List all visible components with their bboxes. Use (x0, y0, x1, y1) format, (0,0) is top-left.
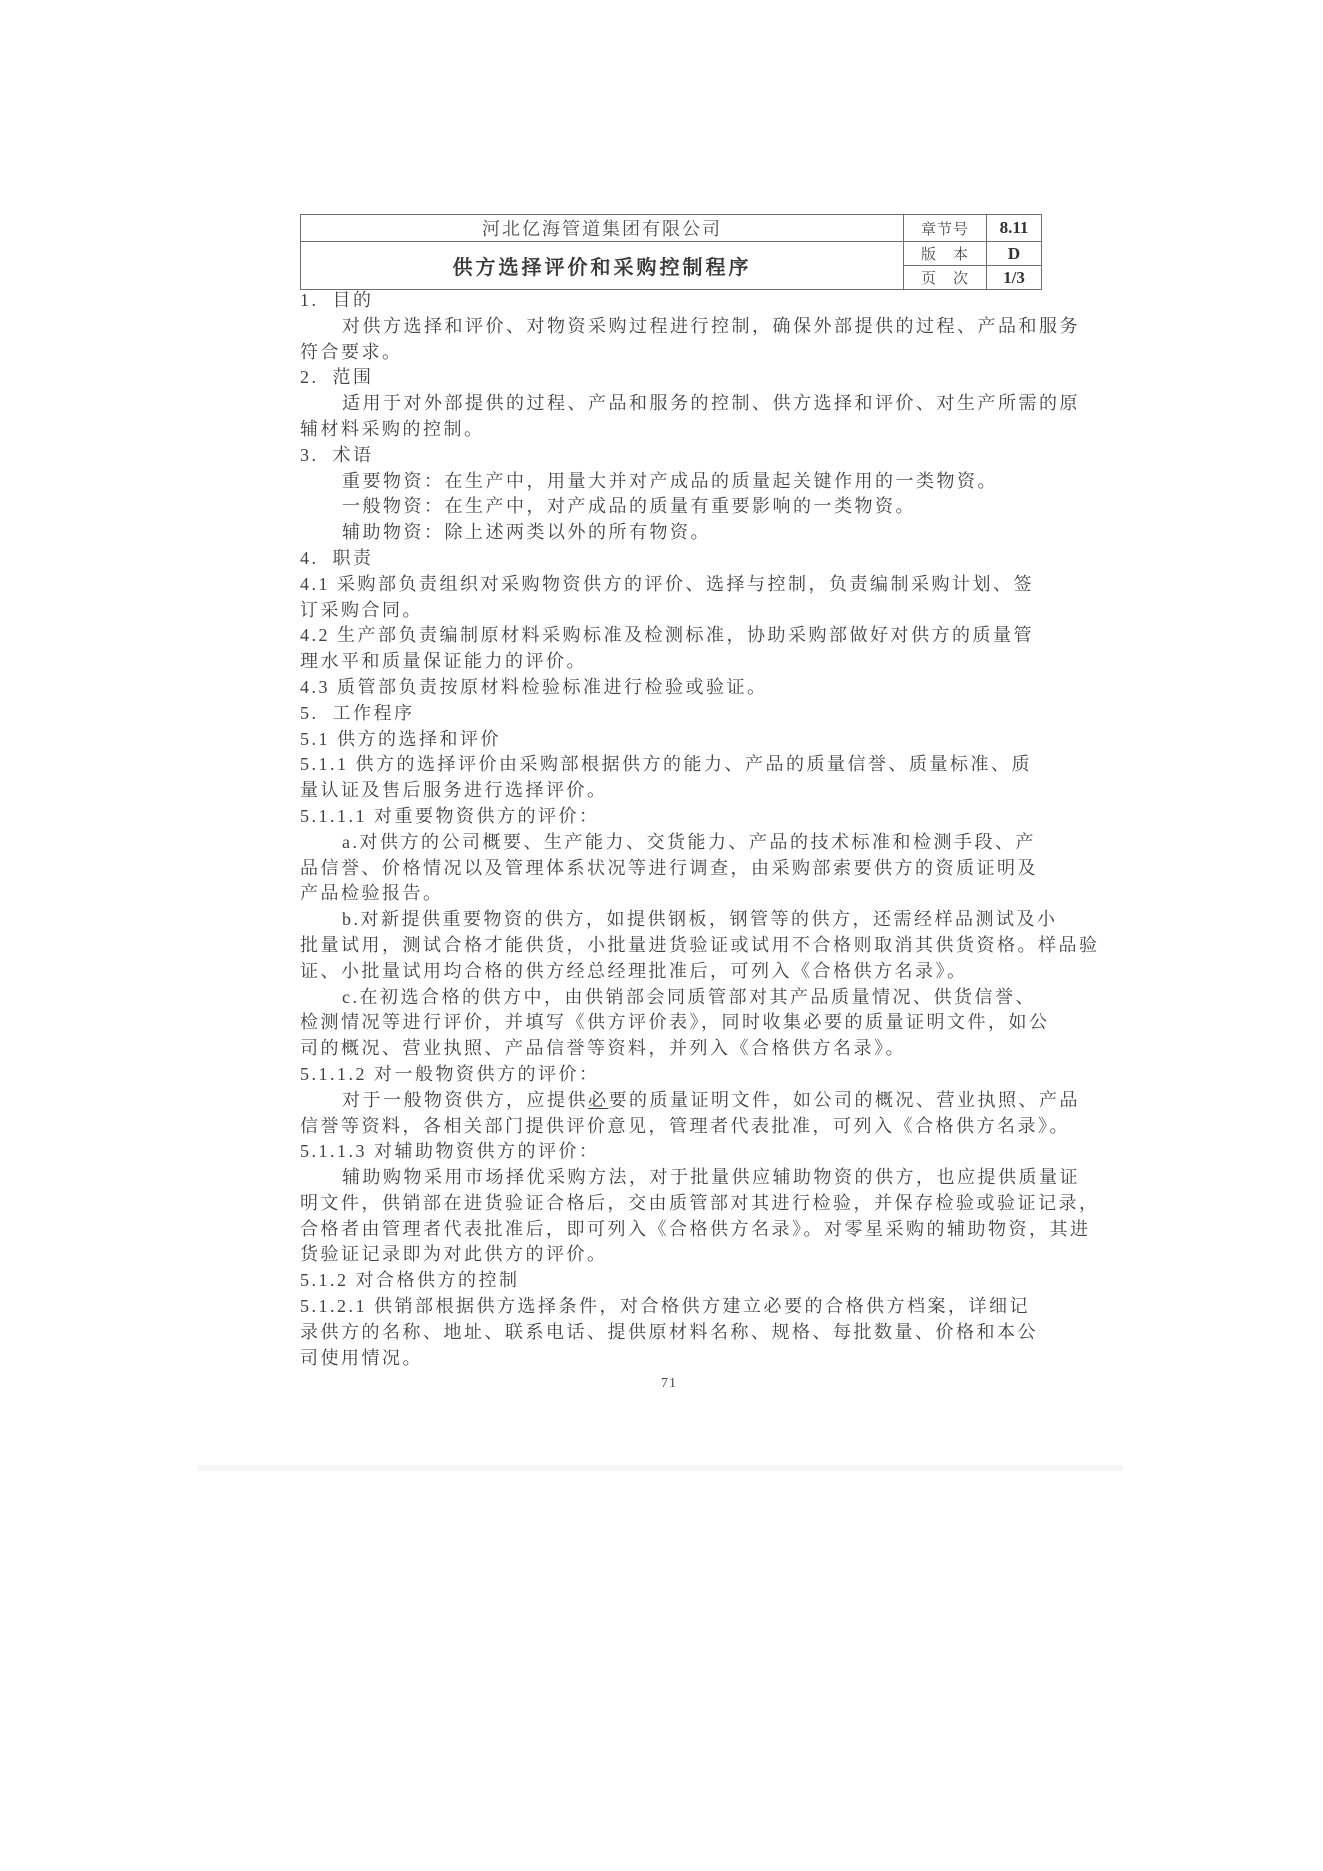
meta-label-page: 页 次 (904, 266, 987, 290)
text-line: 符合要求。 (300, 341, 403, 362)
meta-value-version: D (987, 242, 1042, 266)
text-line: 1. 目的 (300, 290, 374, 310)
text-line: 5.1.1.2 对一般物资供方的评价： (300, 1063, 600, 1084)
header-row-title (301, 242, 1042, 266)
text-line: 明文件，供销部在进货验证合格后，交由质管部对其进行检验，并保存检验或验证记录， (300, 1192, 1100, 1213)
text-line: 适用于对外部提供的过程、产品和服务的控制、供方选择和评价、对生产所需的原 (342, 393, 1080, 414)
text-line: 辅材料采购的控制。 (300, 418, 485, 439)
text-line: 4.2 生产部负责编制原材料采购标准及检测标准，协助采购部做好对供方的质量管 (300, 625, 1034, 646)
text-line: 量认证及售后服务进行选择评价。 (300, 780, 608, 801)
text-line: 司的概况、营业执照、产品信誉等资料，并列入《合格供方名录》。 (300, 1038, 906, 1059)
text-line: 5.1.2.1 供销部根据供方选择条件，对合格供方建立必要的合格供方档案，详细记 (300, 1296, 1030, 1317)
text-line: 合格者由管理者代表批准后，即可列入《合格供方名录》。对零星采购的辅助物资，其进 (300, 1218, 1091, 1239)
meta-value-page: 1/3 (987, 266, 1042, 290)
header-row-company (301, 215, 1042, 242)
text-line: 订采购合同。 (300, 599, 423, 620)
page-separator (198, 1465, 1123, 1471)
page-number: 71 (661, 1376, 677, 1391)
text-line: 品信誉、价格情况以及管理体系状况等进行调查，由采购部索要供方的资质证明及 (300, 857, 1038, 878)
header-table (300, 214, 1042, 290)
text-line: 3. 术语 (300, 444, 374, 465)
text-line: 产品检验报告。 (300, 883, 444, 904)
meta-label-chapter: 章节号 (904, 215, 987, 242)
text-line: 货验证记录即为对此供方的评价。 (300, 1244, 608, 1265)
text-line: c.在初选合格的供方中，由供销部会同质管部对其产品质量情况、供货信誉、 (342, 986, 1036, 1007)
text-line: 5. 工作程序 (300, 702, 415, 723)
text-line: 2. 范围 (300, 367, 374, 388)
text-line: 4.3 质管部负责按原材料检验标准进行检验或验证。 (300, 676, 768, 697)
text-line: 批量试用，测试合格才能供货，小批量进货验证或试用不合格则取消其供货资格。样品验 (300, 934, 1100, 955)
text-line: a.对供方的公司概要、生产能力、交货能力、产品的技术标准和检测手段、产 (342, 831, 1036, 852)
text-line: 4.1 采购部负责组织对采购物资供方的评价、选择与控制，负责编制采购计划、签 (300, 573, 1034, 594)
text-line: 辅助物资：除上述两类以外的所有物资。 (342, 522, 711, 543)
text-line: 信誉等资料，各相关部门提供评价意见，管理者代表批准，可列入《合格供方名录》。 (300, 1115, 1070, 1136)
document-title: 供方选择评价和采购控制程序 (301, 242, 904, 290)
text-line: 对供方选择和评价、对物资采购过程进行控制，确保外部提供的过程、产品和服务 (342, 315, 1080, 336)
text-line: 4. 职责 (300, 547, 374, 568)
text-line: 5.1.2 对合格供方的控制 (300, 1270, 520, 1291)
text-line: 录供方的名称、地址、联系电话、提供原材料名称、规格、每批数量、价格和本公 (300, 1321, 1038, 1342)
company-name: 河北亿海管道集团有限公司 (301, 215, 904, 242)
text-line: 证、小批量试用均合格的供方经总经理批准后，可列入《合格供方名录》。 (300, 960, 968, 981)
text-line: 重要物资：在生产中，用量大并对产成品的质量起关键作用的一类物资。 (342, 470, 998, 491)
document-body (300, 288, 1100, 1371)
text-line: 5.1.1.3 对辅助物资供方的评价： (300, 1141, 600, 1162)
text-line: 辅助购物采用市场择优采购方法，对于批量供应辅助物资的供方，也应提供质量证 (342, 1167, 1080, 1188)
text-line: b.对新提供重要物资的供方，如提供钢板，钢管等的供方，还需经样品测试及小 (342, 909, 1058, 930)
text-line: 5.1.1 供方的选择评价由采购部根据供方的能力、产品的质量信誉、质量标准、质 (300, 754, 1032, 775)
text-line: 检测情况等进行评价，并填写《供方评价表》，同时收集必要的质量证明文件，如公 (300, 1012, 1050, 1033)
text-line: 5.1.1.1 对重要物资供方的评价： (300, 805, 600, 826)
text-line: 理水平和质量保证能力的评价。 (300, 651, 587, 672)
text-line: 对于一般物资供方，应提供必要的质量证明文件，如公司的概况、营业执照、产品 (342, 1089, 1080, 1110)
text-line: 司使用情况。 (300, 1347, 423, 1368)
text-line: 一般物资：在生产中，对产成品的质量有重要影响的一类物资。 (342, 496, 916, 517)
meta-label-version: 版 本 (904, 242, 987, 266)
meta-value-chapter: 8.11 (987, 215, 1042, 242)
text-line: 5.1 供方的选择和评价 (300, 728, 501, 749)
